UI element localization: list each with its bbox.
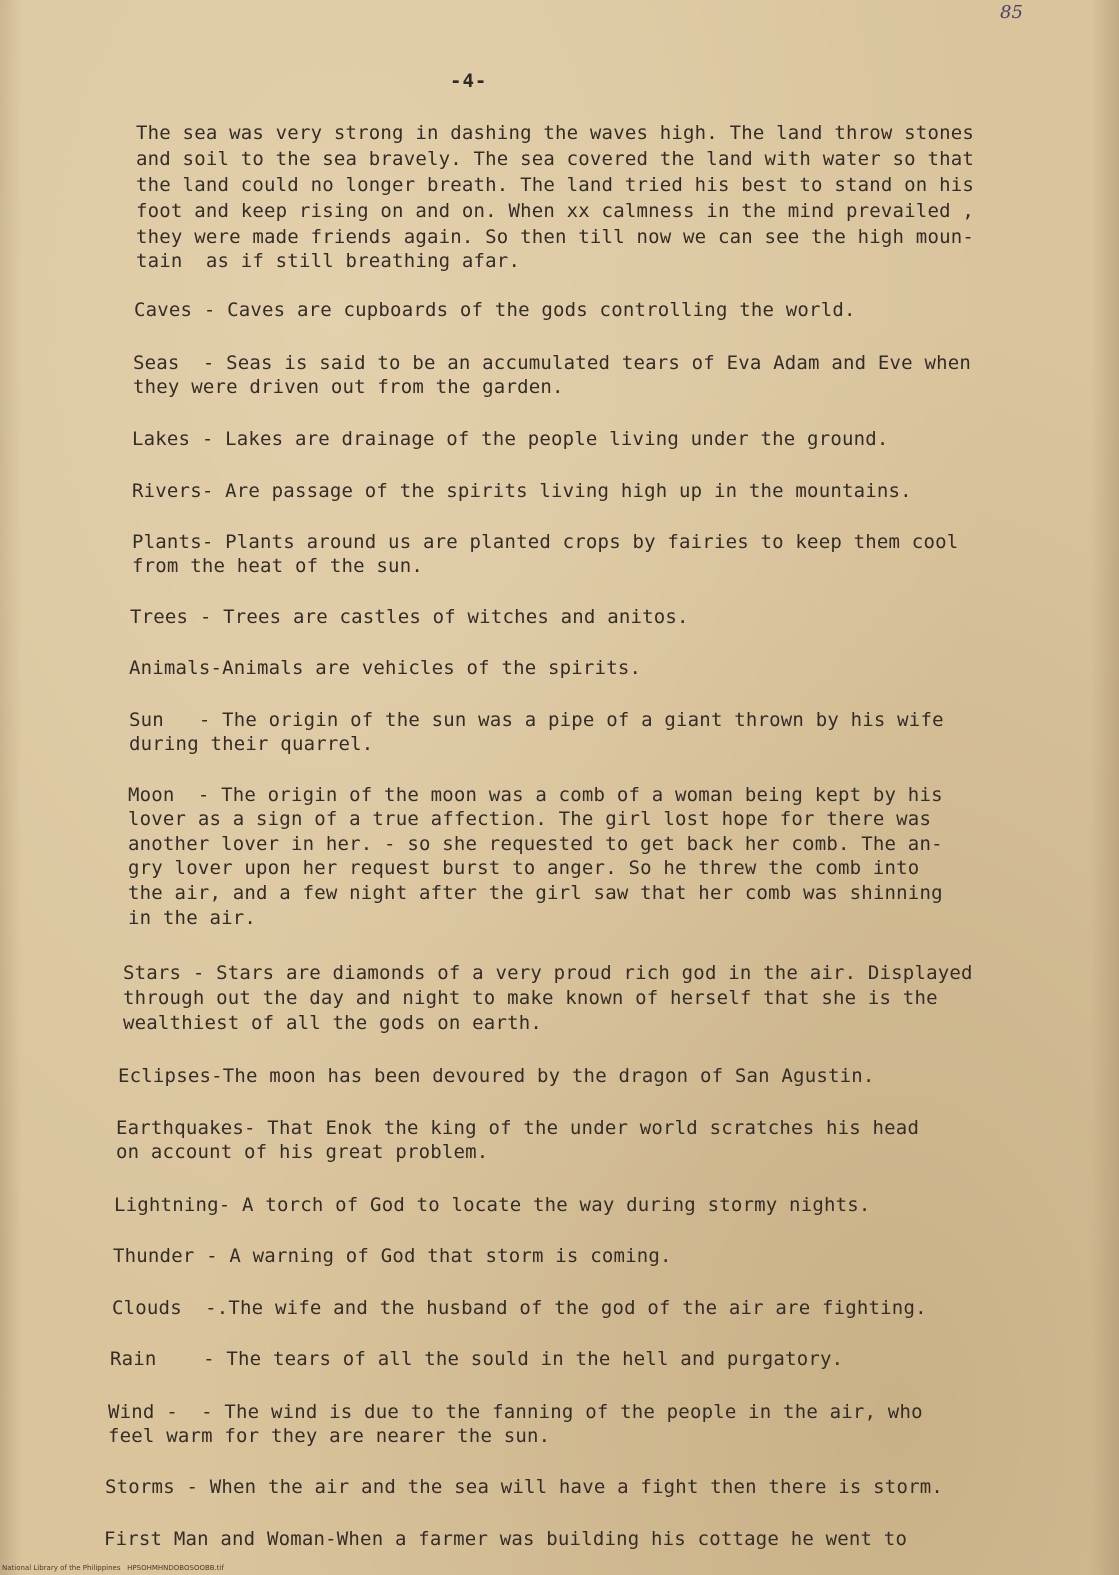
wind-entry-line-2: feel warm for they are nearer the sun. — [108, 1425, 551, 1447]
stars-entry-line-1: Stars - Stars are diamonds of a very proud rich god in the air. Displayed — [123, 962, 973, 984]
plants-entry-line-2: from the heat of the sun. — [132, 555, 423, 577]
earthquakes-entry-line-2: on account of his great problem. — [116, 1141, 489, 1163]
moon-entry-line-5: the air, and a few night after the girl saw that her comb was shinning — [128, 882, 943, 904]
thunder-entry: Thunder - A warning of God that storm is coming. — [113, 1245, 672, 1267]
animals-entry: Animals-Animals are vehicles of the spirits. — [129, 657, 642, 679]
moon-entry-line-1: Moon - The origin of the moon was a comb of a woman being kept by his — [128, 784, 943, 806]
scan-footer-stamp: National Library of the Philippines HPSOHMHNDOBOSOOBB.tif — [2, 1564, 224, 1572]
plants-entry-line-1: Plants- Plants around us are planted crops by fairies to keep them cool — [132, 531, 959, 553]
moon-entry-line-3: another lover in her. - so she requested to get back her comb. The an- — [128, 833, 943, 855]
moon-entry-line-6: in the air. — [128, 907, 257, 929]
storms-entry: Storms - When the air and the sea will have a fight then there is storm. — [105, 1476, 944, 1498]
earthquakes-entry-line-1: Earthquakes- That Enok the king of the under world scratches his head — [116, 1117, 920, 1139]
sun-entry-line-1: Sun - The origin of the sun was a pipe of a giant thrown by his wife — [129, 709, 944, 731]
seas-entry-line-2: they were driven out from the garden. — [133, 376, 564, 398]
lightning-entry: Lightning- A torch of God to locate the way during stormy nights. — [114, 1194, 871, 1216]
lakes-entry: Lakes - Lakes are drainage of the people living under the ground. — [132, 428, 889, 450]
moon-entry-line-2: lover as a sign of a true affection. The girl lost hope for there was — [128, 808, 932, 830]
rain-entry: Rain - The tears of all the sould in the hell and purgatory. — [110, 1348, 844, 1370]
sun-entry-line-2: during their quarrel. — [129, 733, 374, 755]
wind-entry-line-1: Wind - - The wind is due to the fanning of the people in the air, who — [108, 1401, 923, 1423]
stars-entry-line-2: through out the day and night to make known of herself that she is the — [123, 987, 938, 1009]
intro-line-4: foot and keep rising on and on. When xx calmness in the mind prevailed , — [136, 200, 975, 222]
eclipses-entry: Eclipses-The moon has been devoured by the dragon of San Agustin. — [118, 1065, 875, 1087]
first-man-entry: First Man and Woman-When a farmer was building his cottage he went to — [104, 1528, 908, 1550]
trees-entry: Trees - Trees are castles of witches and anitos. — [130, 606, 689, 628]
intro-line-6: tain as if still breathing afar. — [136, 250, 521, 272]
clouds-entry: Clouds -.The wife and the husband of the god of the air are fighting. — [112, 1297, 927, 1319]
intro-line-1: The sea was very strong in dashing the waves high. The land throw stones — [136, 122, 975, 144]
intro-line-2: and soil to the sea bravely. The sea covered the land with water so that — [136, 148, 975, 170]
page-heading: -4- — [450, 70, 488, 92]
page-number: 85 — [1000, 2, 1023, 23]
moon-entry-line-4: gry lover upon her request burst to anger. So he threw the comb into — [128, 857, 920, 879]
intro-line-3: the land could no longer breath. The land tried his best to stand on his — [136, 174, 975, 196]
caves-entry: Caves - Caves are cupboards of the gods controlling the world. — [134, 299, 856, 321]
rivers-entry: Rivers- Are passage of the spirits living high up in the mountains. — [132, 480, 912, 502]
stars-entry-line-3: wealthiest of all the gods on earth. — [123, 1012, 543, 1034]
intro-line-5: they were made friends again. So then till now we can see the high moun- — [136, 226, 975, 248]
seas-entry-line-1: Seas - Seas is said to be an accumulated tears of Eva Adam and Eve when — [133, 352, 972, 374]
